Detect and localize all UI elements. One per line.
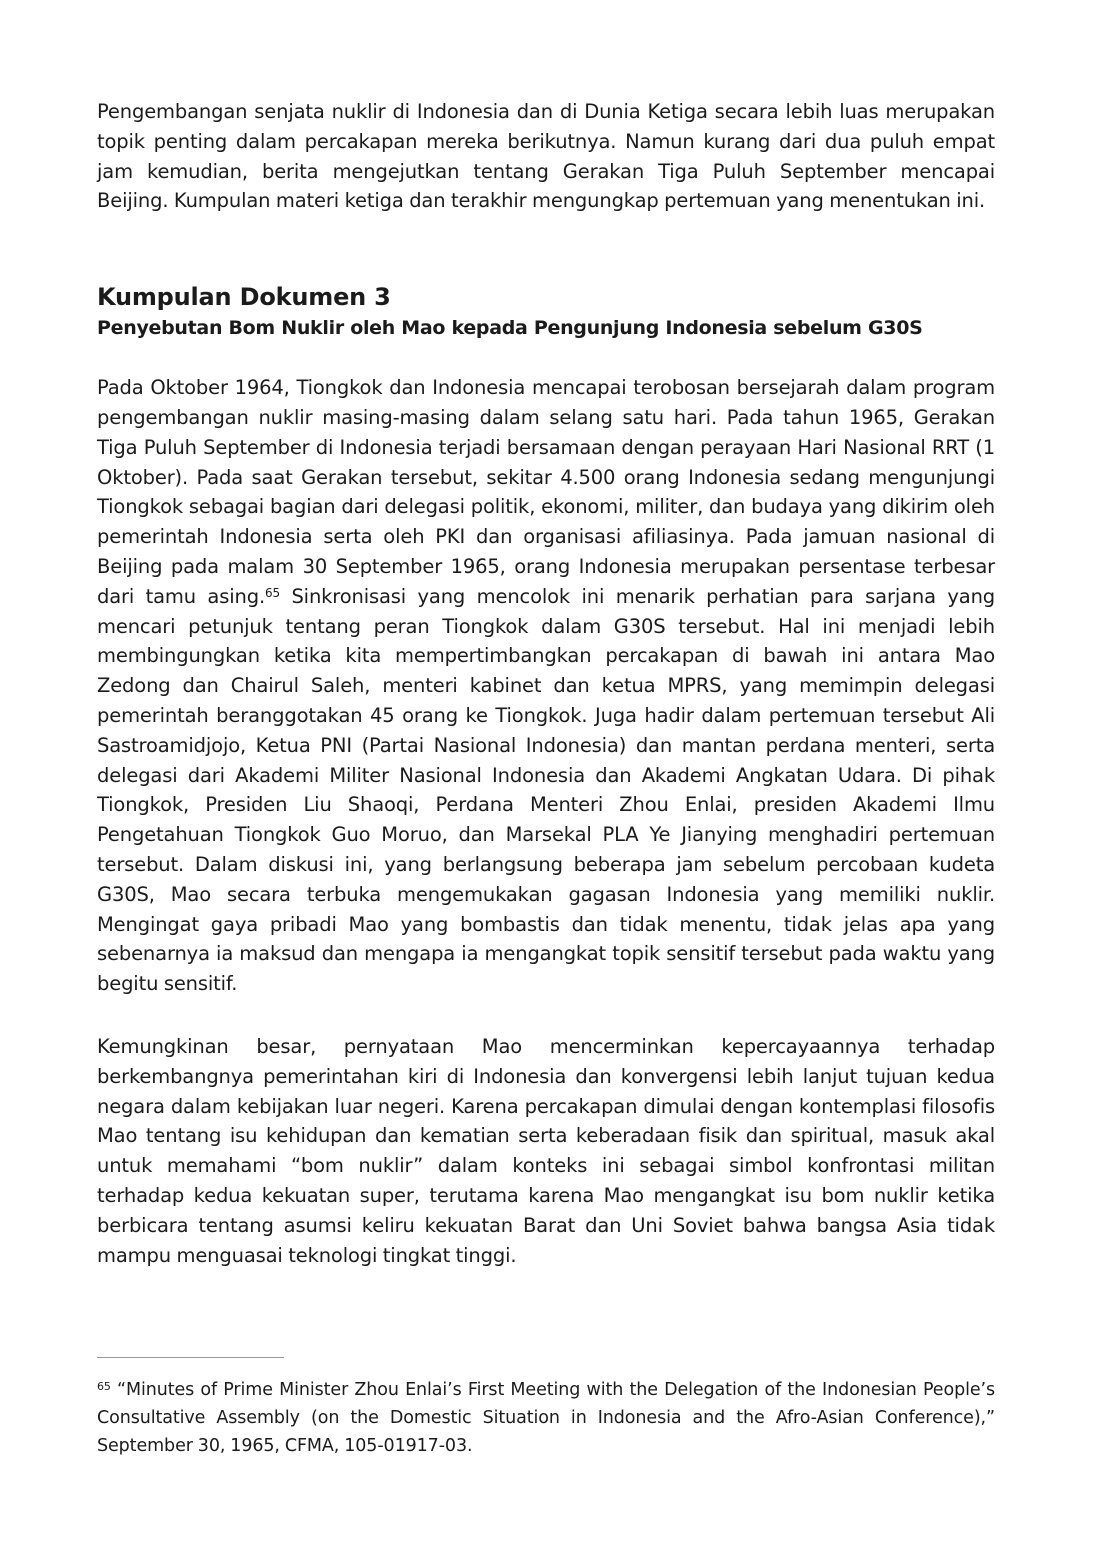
intro-paragraph: Pengembangan senjata nuklir di Indonesia dan di Dunia Ketiga secara lebih luas merupakan topik penting dalam percakapan mereka berikutnya. Namun kurang dari dua puluh empat jam kemudian, berita mengejutkan tentang Gerakan Tiga Puluh September mencapai Beijing. Kumpulan materi ketiga dan terakhir mengungkap pertemuan yang menentukan ini. xyxy=(97,100,995,213)
section-heading: Kumpulan Dokumen 3 xyxy=(97,283,391,312)
footnote-divider xyxy=(97,1357,284,1358)
footnote-reference[interactable]: 65 xyxy=(265,585,280,600)
section-subheading: Penyebutan Bom Nuklir oleh Mao kepada Pengunjung Indonesia sebelum G30S xyxy=(97,317,923,340)
body-paragraph-1-text: Pada Oktober 1964, Tiongkok dan Indonesia mencapai terobosan bersejarah dalam program pengembangan nuklir masing-masing dalam selang satu hari. Pada tahun 1965, Gerakan Tiga Puluh September di Indonesia terjadi bersamaan dengan perayaan Hari Nasional RRT (1 Oktober). Pada saat Gerakan tersebut, sekitar 4.500 orang Indonesia sedang mengunjungi Tiongkok sebagai bagian dari delegasi politik, ekonomi, militer, dan budaya yang dikirim oleh pemerintah Indonesia serta oleh PKI dan organisasi afiliasinya. Pada jamuan nasional di Beijing pada malam 30 September 1965, orang Indonesia merupakan persentase terbesar dari tamu asing. xyxy=(97,376,995,608)
footnote xyxy=(97,1376,995,1460)
body-paragraph-2: Kemungkinan besar, pernyataan Mao mencerminkan kepercayaannya terhadap berkembangnya pemerintahan kiri di Indonesia dan konvergensi lebih lanjut tujuan kedua negara dalam kebijakan luar negeri. Karena percakapan dimulai dengan kontemplasi filosofis Mao tentang isu kehidupan dan kematian serta keberadaan fisik dan spiritual, masuk akal untuk memahami “bom nuklir” dalam konteks ini sebagai simbol konfrontasi militan terhadap kedua kekuatan super, terutama karena Mao mengangkat isu bom nuklir ketika berbicara tentang asumsi keliru kekuatan Barat dan Uni Soviet bahwa bangsa Asia tidak mampu menguasai teknologi tingkat tinggi. xyxy=(97,1034,995,1267)
document-page xyxy=(97,97,995,1270)
body-paragraph-1 xyxy=(97,373,995,999)
footnote-text: “Minutes of Prime Minister Zhou Enlai’s First Meeting with the Delegation of the Indonesian People’s Consultative Assembly (on the Domestic Situation in Indonesia and the Afro-Asian Conference),” September 30, 1965, CFMA, 105-01917-03. xyxy=(97,1380,995,1456)
footnote-number: 65 xyxy=(97,1380,111,1393)
body-paragraph-1-continued-text: Sinkronisasi yang mencolok ini menarik perhatian para sarjana yang mencari petunjuk tentang peran Tiongkok dalam G30S tersebut. Hal ini menjadi lebih membingungkan ketika kita mempertimbangkan percakapan di bawah ini antara Mao Zedong dan Chairul Saleh, menteri kabinet dan ketua MPRS, yang memimpin delegasi pemerintah beranggotakan 45 orang ke Tiongkok. Juga hadir dalam pertemuan tersebut Ali Sastroamidjojo, Ketua PNI (Partai Nasional Indonesia) dan mantan perdana menteri, serta delegasi dari Akademi Militer Nasional Indonesia dan Akademi Angkatan Udara. Di pihak Tiongkok, Presiden Liu Shaoqi, Perdana Menteri Zhou Enlai, presiden Akademi Ilmu Pengetahuan Tiongkok Guo Moruo, dan Marsekal PLA Ye Jianying menghadiri pertemuan tersebut. Dalam diskusi ini, yang berlangsung beberapa jam sebelum percobaan kudeta G30S, Mao secara terbuka mengemukakan gagasan Indonesia yang memiliki nuklir. Mengingat gaya pribadi Mao yang bombastis dan tidak menentu, tidak jelas apa yang sebenarnya ia maksud dan mengapa ia mengangkat topik sensitif tersebut pada waktu yang begitu sensitif. xyxy=(97,584,996,996)
